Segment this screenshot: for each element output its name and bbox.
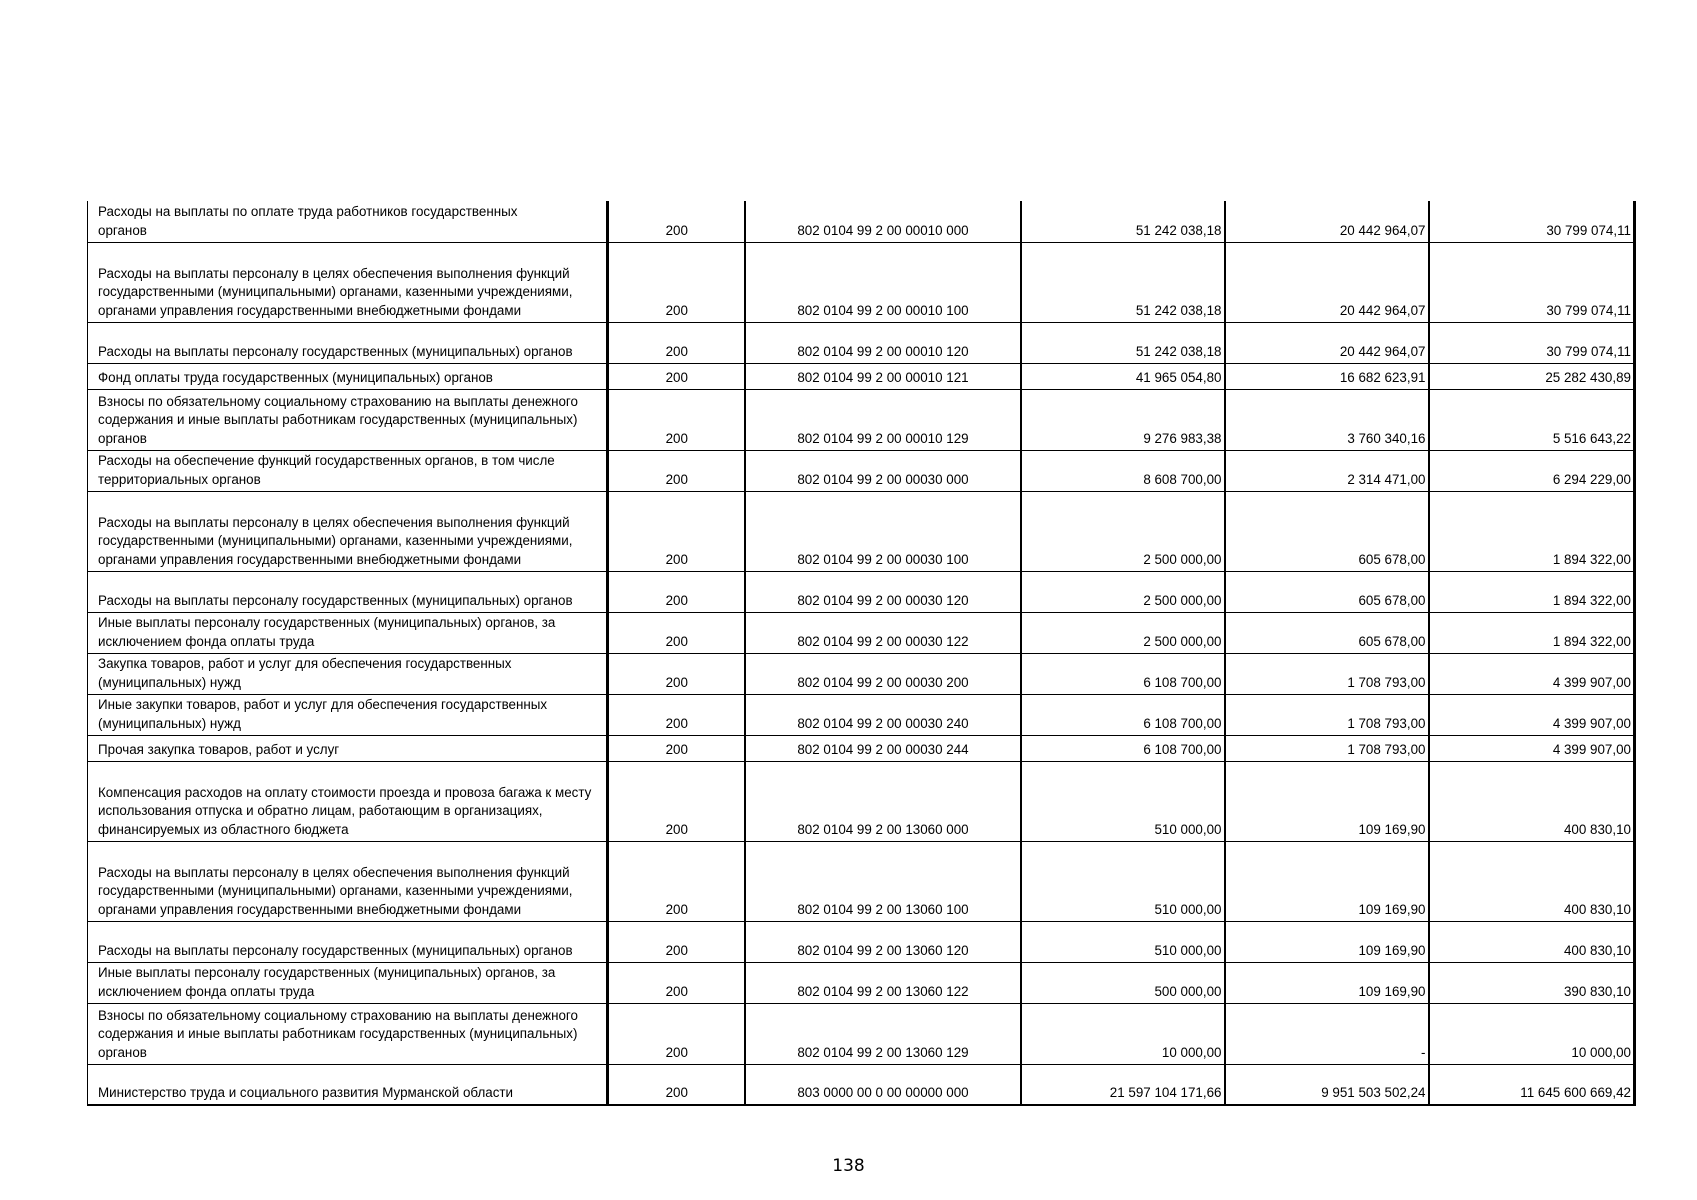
row-executed-cell: 109 169,90 <box>1225 841 1429 921</box>
row-kbk-cell: 802 0104 99 2 00 13060 000 <box>745 761 1021 841</box>
row-unexecuted-cell: 390 830,10 <box>1429 962 1635 1003</box>
row-kbk-cell: 802 0104 99 2 00 00030 122 <box>745 612 1021 653</box>
row-executed-cell: 605 678,00 <box>1225 571 1429 612</box>
row-executed-cell: 9 951 503 502,24 <box>1225 1064 1429 1105</box>
row-name-cell: Взносы по обязательному социальному страхованию на выплаты денежного содержания и иные выплаты работникам государственных (муниципальных) органов <box>88 389 608 450</box>
row-executed-cell: 109 169,90 <box>1225 761 1429 841</box>
row-approved-cell: 41 965 054,80 <box>1021 363 1225 389</box>
table-row <box>88 921 1635 962</box>
row-executed-cell: 1 708 793,00 <box>1225 735 1429 761</box>
row-executed-cell: 1 708 793,00 <box>1225 653 1429 694</box>
row-code-cell: 200 <box>608 322 745 363</box>
row-unexecuted-cell: 400 830,10 <box>1429 921 1635 962</box>
table-row <box>88 450 1635 491</box>
row-kbk-cell: 802 0104 99 2 00 00010 100 <box>745 242 1021 322</box>
row-executed-cell: 109 169,90 <box>1225 921 1429 962</box>
row-name-cell: Иные выплаты персоналу государственных (муниципальных) органов, за исключением фонда оплаты труда <box>88 962 608 1003</box>
row-name-cell: Министерство труда и социального развития Мурманской области <box>88 1064 608 1105</box>
row-name-cell: Расходы на обеспечение функций государственных органов, в том числе территориальных органов <box>88 450 608 491</box>
table-row <box>88 491 1635 571</box>
table-row <box>88 571 1635 612</box>
row-code-cell: 200 <box>608 694 745 735</box>
row-name-cell: Компенсация расходов на оплату стоимости проезда и провоза багажа к месту использования отпуска и обратно лицам, работающим в организациях, финансируемых из областного бюджета <box>88 761 608 841</box>
table-row <box>88 694 1635 735</box>
budget-execution-table <box>87 201 1636 1106</box>
row-kbk-cell: 802 0104 99 2 00 00030 244 <box>745 735 1021 761</box>
table-row <box>88 363 1635 389</box>
table-row <box>88 389 1635 450</box>
row-approved-cell: 6 108 700,00 <box>1021 653 1225 694</box>
row-unexecuted-cell: 1 894 322,00 <box>1429 571 1635 612</box>
row-approved-cell: 2 500 000,00 <box>1021 491 1225 571</box>
row-executed-cell: 109 169,90 <box>1225 962 1429 1003</box>
row-code-cell: 200 <box>608 201 745 242</box>
row-code-cell: 200 <box>608 735 745 761</box>
table-row <box>88 735 1635 761</box>
row-unexecuted-cell: 4 399 907,00 <box>1429 694 1635 735</box>
row-unexecuted-cell: 6 294 229,00 <box>1429 450 1635 491</box>
row-unexecuted-cell: 10 000,00 <box>1429 1003 1635 1064</box>
row-name-cell: Фонд оплаты труда государственных (муниципальных) органов <box>88 363 608 389</box>
row-name-cell: Иные закупки товаров, работ и услуг для обеспечения государственных (муниципальных) нужд <box>88 694 608 735</box>
row-approved-cell: 21 597 104 171,66 <box>1021 1064 1225 1105</box>
row-unexecuted-cell: 4 399 907,00 <box>1429 653 1635 694</box>
row-executed-cell: - <box>1225 1003 1429 1064</box>
row-kbk-cell: 802 0104 99 2 00 00030 200 <box>745 653 1021 694</box>
row-executed-cell: 605 678,00 <box>1225 491 1429 571</box>
row-kbk-cell: 802 0104 99 2 00 13060 122 <box>745 962 1021 1003</box>
table-row <box>88 1003 1635 1064</box>
row-kbk-cell: 802 0104 99 2 00 13060 100 <box>745 841 1021 921</box>
row-code-cell: 200 <box>608 1064 745 1105</box>
row-unexecuted-cell: 1 894 322,00 <box>1429 612 1635 653</box>
row-code-cell: 200 <box>608 761 745 841</box>
row-name-cell: Расходы на выплаты персоналу государственных (муниципальных) органов <box>88 921 608 962</box>
row-kbk-cell: 802 0104 99 2 00 00010 120 <box>745 322 1021 363</box>
row-approved-cell: 51 242 038,18 <box>1021 201 1225 242</box>
row-name-cell: Взносы по обязательному социальному страхованию на выплаты денежного содержания и иные выплаты работникам государственных (муниципальных) органов <box>88 1003 608 1064</box>
row-kbk-cell: 802 0104 99 2 00 00030 120 <box>745 571 1021 612</box>
row-approved-cell: 10 000,00 <box>1021 1003 1225 1064</box>
row-unexecuted-cell: 30 799 074,11 <box>1429 201 1635 242</box>
row-code-cell: 200 <box>608 612 745 653</box>
row-unexecuted-cell: 400 830,10 <box>1429 841 1635 921</box>
row-unexecuted-cell: 5 516 643,22 <box>1429 389 1635 450</box>
row-code-cell: 200 <box>608 1003 745 1064</box>
row-code-cell: 200 <box>608 450 745 491</box>
row-unexecuted-cell: 1 894 322,00 <box>1429 491 1635 571</box>
table-row <box>88 962 1635 1003</box>
row-kbk-cell: 803 0000 00 0 00 00000 000 <box>745 1064 1021 1105</box>
row-approved-cell: 51 242 038,18 <box>1021 322 1225 363</box>
page-number: 138 <box>832 1156 865 1176</box>
row-approved-cell: 51 242 038,18 <box>1021 242 1225 322</box>
row-approved-cell: 510 000,00 <box>1021 921 1225 962</box>
table-row <box>88 242 1635 322</box>
row-kbk-cell: 802 0104 99 2 00 00030 240 <box>745 694 1021 735</box>
row-code-cell: 200 <box>608 921 745 962</box>
row-name-cell: Расходы на выплаты персоналу в целях обеспечения выполнения функций государственными (муниципальными) органами, казенными учреждениями, органами управления государственными внебюджетными фондами <box>88 841 608 921</box>
row-name-cell: Расходы на выплаты персоналу в целях обеспечения выполнения функций государственными (муниципальными) органами, казенными учреждениями, органами управления государственными внебюджетными фондами <box>88 491 608 571</box>
row-approved-cell: 2 500 000,00 <box>1021 571 1225 612</box>
table-row <box>88 841 1635 921</box>
row-name-cell: Прочая закупка товаров, работ и услуг <box>88 735 608 761</box>
row-name-cell: Расходы на выплаты персоналу государственных (муниципальных) органов <box>88 322 608 363</box>
row-name-cell: Расходы на выплаты персоналу государственных (муниципальных) органов <box>88 571 608 612</box>
row-unexecuted-cell: 400 830,10 <box>1429 761 1635 841</box>
row-approved-cell: 510 000,00 <box>1021 841 1225 921</box>
row-kbk-cell: 802 0104 99 2 00 00010 000 <box>745 201 1021 242</box>
row-unexecuted-cell: 4 399 907,00 <box>1429 735 1635 761</box>
row-unexecuted-cell: 25 282 430,89 <box>1429 363 1635 389</box>
table-row <box>88 201 1635 242</box>
row-name-cell: Закупка товаров, работ и услуг для обеспечения государственных (муниципальных) нужд <box>88 653 608 694</box>
row-approved-cell: 6 108 700,00 <box>1021 694 1225 735</box>
row-code-cell: 200 <box>608 363 745 389</box>
row-unexecuted-cell: 11 645 600 669,42 <box>1429 1064 1635 1105</box>
row-executed-cell: 2 314 471,00 <box>1225 450 1429 491</box>
row-executed-cell: 1 708 793,00 <box>1225 694 1429 735</box>
row-name-cell: Иные выплаты персоналу государственных (муниципальных) органов, за исключением фонда оплаты труда <box>88 612 608 653</box>
row-code-cell: 200 <box>608 571 745 612</box>
table-row <box>88 653 1635 694</box>
row-approved-cell: 6 108 700,00 <box>1021 735 1225 761</box>
row-executed-cell: 16 682 623,91 <box>1225 363 1429 389</box>
row-approved-cell: 9 276 983,38 <box>1021 389 1225 450</box>
row-code-cell: 200 <box>608 389 745 450</box>
row-executed-cell: 20 442 964,07 <box>1225 242 1429 322</box>
row-kbk-cell: 802 0104 99 2 00 00030 000 <box>745 450 1021 491</box>
row-approved-cell: 2 500 000,00 <box>1021 612 1225 653</box>
row-unexecuted-cell: 30 799 074,11 <box>1429 322 1635 363</box>
row-code-cell: 200 <box>608 653 745 694</box>
row-executed-cell: 20 442 964,07 <box>1225 322 1429 363</box>
table-row <box>88 612 1635 653</box>
row-approved-cell: 510 000,00 <box>1021 761 1225 841</box>
row-kbk-cell: 802 0104 99 2 00 00030 100 <box>745 491 1021 571</box>
row-kbk-cell: 802 0104 99 2 00 13060 120 <box>745 921 1021 962</box>
table-row <box>88 761 1635 841</box>
row-executed-cell: 20 442 964,07 <box>1225 201 1429 242</box>
row-code-cell: 200 <box>608 962 745 1003</box>
row-executed-cell: 605 678,00 <box>1225 612 1429 653</box>
row-code-cell: 200 <box>608 242 745 322</box>
table-row <box>88 322 1635 363</box>
budget-table-container <box>87 201 1634 1106</box>
row-name-cell: Расходы на выплаты персоналу в целях обеспечения выполнения функций государственными (муниципальными) органами, казенными учреждениями, органами управления государственными внебюджетными фондами <box>88 242 608 322</box>
row-approved-cell: 8 608 700,00 <box>1021 450 1225 491</box>
row-name-cell: Расходы на выплаты по оплате труда работников государственных органов <box>88 201 608 242</box>
row-code-cell: 200 <box>608 491 745 571</box>
row-kbk-cell: 802 0104 99 2 00 13060 129 <box>745 1003 1021 1064</box>
row-kbk-cell: 802 0104 99 2 00 00010 121 <box>745 363 1021 389</box>
row-approved-cell: 500 000,00 <box>1021 962 1225 1003</box>
row-kbk-cell: 802 0104 99 2 00 00010 129 <box>745 389 1021 450</box>
row-code-cell: 200 <box>608 841 745 921</box>
row-unexecuted-cell: 30 799 074,11 <box>1429 242 1635 322</box>
row-executed-cell: 3 760 340,16 <box>1225 389 1429 450</box>
table-row <box>88 1064 1635 1105</box>
